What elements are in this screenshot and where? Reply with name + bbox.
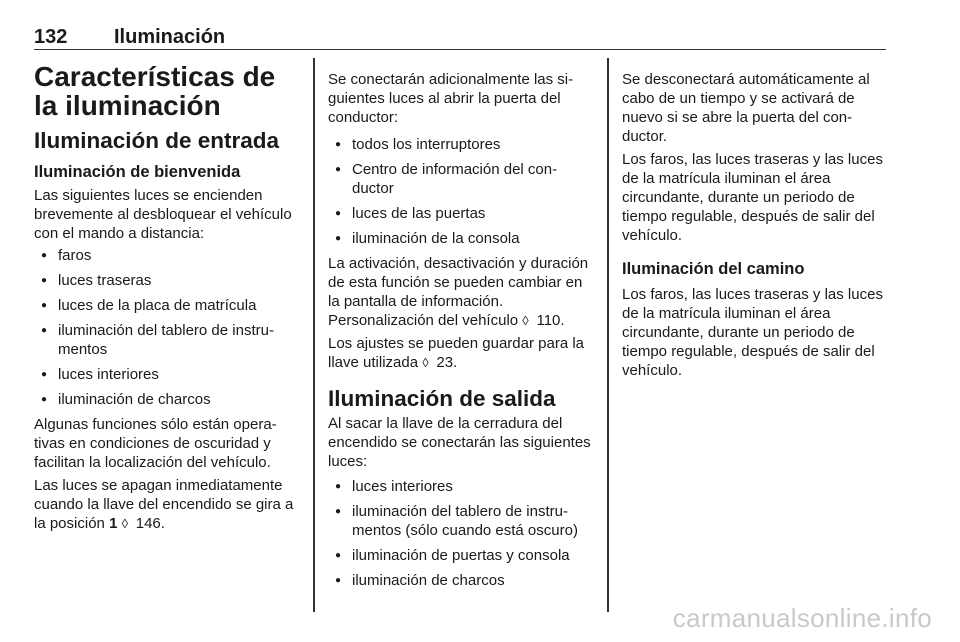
- page-header: [34, 26, 886, 50]
- bullet-list: [34, 246, 298, 409]
- list-item: ● luces traseras: [34, 271, 298, 290]
- paragraph: Los faros, las luces traseras y las luces de la matrícula iluminan el área circundante, durante un periodo de tiempo regulable, después de salir del vehículo.: [622, 286, 883, 379]
- page-ref-link[interactable]: 146.: [135, 515, 165, 532]
- paragraph: [34, 476, 298, 533]
- page-ref-link[interactable]: 23.: [436, 354, 458, 371]
- column-2: [328, 58, 592, 596]
- chapter-heading: Características de la iluminación: [34, 61, 276, 121]
- list-item: ● iluminación de charcos: [34, 390, 298, 409]
- paragraph: Las siguientes luces se encienden brevemente al desbloquear el vehículo con el mando a distancia:: [34, 187, 292, 242]
- heading-bienvenida: Iluminación de bienvenida: [34, 163, 241, 181]
- list-item: ● iluminación de la consola: [328, 229, 592, 248]
- page-ref-icon: ◊: [121, 516, 129, 531]
- paragraph-text: Los ajustes se pueden guardar para la llave utilizada: [328, 335, 585, 371]
- column-3: [622, 58, 886, 380]
- section-title: Iluminación: [114, 26, 226, 48]
- list-item: ● iluminación de puertas y consola: [328, 546, 592, 565]
- list-item: ● luces de las puertas: [328, 204, 592, 223]
- heading-entrada: Iluminación de entrada: [34, 128, 280, 153]
- list-item: ● luces de la placa de matrícula: [34, 296, 298, 315]
- heading-salida: Iluminación de salida: [328, 386, 556, 411]
- page-ref-icon: ◊: [522, 313, 529, 328]
- paragraph: [328, 334, 592, 372]
- list-item: ● iluminación del tablero de instrumentos: [34, 321, 298, 359]
- paragraph: Se desconectará automáticamente al cabo de un tiempo y se activará de nuevo si se abre la puerta del conductor.: [622, 71, 870, 145]
- page-ref-icon: ◊: [422, 355, 429, 370]
- list-item: ● Centro de información del conductor: [328, 160, 592, 198]
- paragraph-text: La activación, desactivación y duración de esta función se pueden cambiar en la pantalla de información. Personalización del vehículo: [328, 255, 589, 329]
- list-item: ● iluminación de charcos: [328, 571, 592, 590]
- list-item: ● luces interiores: [34, 365, 298, 384]
- paragraph: Algunas funciones sólo están operativas en condiciones de oscuridad y facilitan la localización del vehículo.: [34, 416, 277, 471]
- column-1: [34, 58, 298, 533]
- bullet-list: [328, 135, 592, 248]
- list-item: ● iluminación del tablero de instrumentos (sólo cuando está oscuro): [328, 502, 592, 540]
- column-divider: [607, 58, 609, 612]
- paragraph: Los faros, las luces traseras y las luces de la matrícula iluminan el área circundante, durante un periodo de tiempo regulable, después de salir del vehículo.: [622, 151, 883, 244]
- page-number: 132: [34, 26, 68, 48]
- list-item: ● faros: [34, 246, 298, 265]
- watermark: carmanualsonline.info: [672, 603, 932, 633]
- heading-camino: Iluminación del camino: [622, 260, 805, 278]
- paragraph: Se conectarán adicionalmente las siguientes luces al abrir la puerta del conductor:: [328, 71, 574, 126]
- paragraph-text: Las luces se apagan inmediatamente cuando la llave del encendido se gira a la posición: [34, 477, 294, 532]
- list-item: ● luces interiores: [328, 477, 592, 496]
- page-ref-link[interactable]: 110.: [536, 312, 565, 329]
- key-position: 1: [109, 515, 118, 532]
- column-divider: [313, 58, 315, 612]
- paragraph: Al sacar la llave de la cerradura del encendido se conectarán las siguientes luces:: [328, 415, 591, 470]
- list-item: ● todos los interruptores: [328, 135, 592, 154]
- bullet-list: [328, 477, 592, 590]
- paragraph: [328, 254, 592, 330]
